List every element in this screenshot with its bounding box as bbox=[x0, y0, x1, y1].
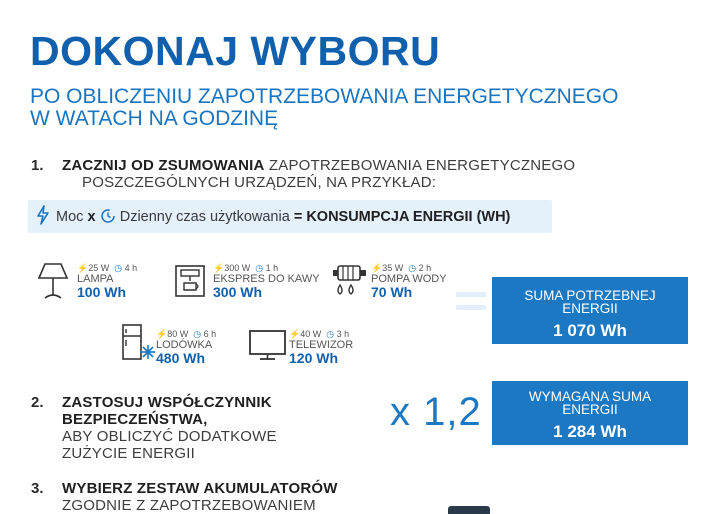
subtitle-line-1: PO OBLICZENIU ZAPOTRZEBOWANIA ENERGETYCZNEGO bbox=[30, 85, 619, 108]
device-value: 70 Wh bbox=[371, 284, 413, 300]
device-value: 100 Wh bbox=[77, 284, 127, 300]
required-value: 1 284 Wh bbox=[553, 422, 627, 441]
device-watts: 35 W bbox=[382, 263, 404, 273]
step-1-line-2: POSZCZEGÓLNYCH URZĄDZEŃ, NA PRZYKŁAD: bbox=[82, 174, 437, 191]
device-value: 300 Wh bbox=[213, 284, 263, 300]
required-label-1: WYMAGANA SUMA bbox=[528, 389, 652, 404]
step-3-bold: WYBIERZ ZESTAW AKUMULATORÓW bbox=[62, 480, 338, 497]
step-3-line-2: ZGODNIE Z ZAPOTRZEBOWANIEM bbox=[62, 497, 316, 514]
page-title: DOKONAJ WYBORU bbox=[30, 28, 441, 74]
device-name: TELEWIZOR bbox=[289, 339, 354, 351]
lamp-icon bbox=[36, 262, 70, 300]
step-3-text bbox=[62, 480, 338, 514]
safety-multiplier: x 1,2 bbox=[390, 390, 482, 434]
device-fridge: ⚡80 W ◷ 6 h LODÓWKA 480 Wh bbox=[156, 329, 217, 366]
device-watts: 80 W bbox=[167, 329, 189, 339]
step-2-bold-2: BEZPIECZEŃSTWA, bbox=[62, 411, 208, 428]
device-coffee-machine: ⚡300 W ◷ 1 h EKSPRES DO KAWY 300 Wh bbox=[213, 263, 320, 300]
battery-image-edge bbox=[448, 506, 490, 514]
step-2-bold-1: ZASTOSUJ WSPÓŁCZYNNIK bbox=[62, 394, 272, 411]
device-name: LODÓWKA bbox=[156, 339, 213, 351]
formula-result: KONSUMPCJA ENERGII (WH) bbox=[306, 209, 511, 225]
clock-refresh-icon bbox=[100, 208, 120, 225]
device-watts: 40 W bbox=[300, 329, 322, 339]
device-name: EKSPRES DO KAWY bbox=[213, 273, 320, 285]
sum-energy-box bbox=[492, 277, 688, 344]
subtitle-line-2: W WATACH NA GODZINĘ bbox=[30, 107, 279, 130]
water-pump-icon bbox=[330, 263, 368, 299]
fridge-icon bbox=[120, 323, 156, 363]
sum-label-2: ENERGII bbox=[562, 301, 618, 316]
step-1-number: 1. bbox=[31, 157, 44, 174]
step-2-number: 2. bbox=[31, 394, 44, 411]
device-value: 480 Wh bbox=[156, 350, 206, 366]
formula-text bbox=[56, 208, 510, 225]
formula-times: x bbox=[87, 209, 96, 225]
step-2-text bbox=[62, 394, 277, 462]
device-tv: ⚡40 W ◷ 3 h TELEWIZOR 120 Wh bbox=[289, 329, 354, 366]
required-label-2: ENERGII bbox=[562, 402, 618, 417]
device-name: LAMPA bbox=[77, 273, 114, 285]
step-1-text bbox=[62, 157, 575, 191]
step-1-bold: ZACZNIJ OD ZSUMOWANIA bbox=[62, 157, 265, 174]
lightning-icon bbox=[36, 205, 50, 225]
tv-icon bbox=[248, 329, 288, 361]
formula-time: Dzienny czas użytkowania bbox=[119, 209, 290, 225]
step-2-line-3: ABY OBLICZYĆ DODATKOWE bbox=[62, 428, 277, 445]
step-2-line-4: ZUŻYCIE ENERGII bbox=[62, 445, 196, 462]
device-hours: 3 h bbox=[336, 329, 350, 339]
step-3-number: 3. bbox=[31, 480, 44, 497]
required-energy-box bbox=[492, 381, 688, 445]
sum-value: 1 070 Wh bbox=[553, 321, 627, 340]
device-hours: 4 h bbox=[124, 263, 138, 273]
device-value: 120 Wh bbox=[289, 350, 339, 366]
device-watts: 300 W bbox=[224, 263, 251, 273]
device-water-pump: ⚡35 W ◷ 2 h POMPA WODY 70 Wh bbox=[371, 263, 447, 300]
device-name: POMPA WODY bbox=[371, 273, 447, 285]
device-hours: 2 h bbox=[418, 263, 432, 273]
formula-equals: = bbox=[293, 209, 303, 225]
device-lamp: ⚡25 W ◷ 4 h LAMPA 100 Wh bbox=[77, 263, 138, 300]
device-watts: 25 W bbox=[88, 263, 110, 273]
coffee-machine-icon bbox=[173, 264, 207, 298]
formula-power: Moc bbox=[56, 209, 84, 225]
device-hours: 1 h bbox=[265, 263, 279, 273]
step-1-rest: ZAPOTRZEBOWANIA ENERGETYCZNEGO bbox=[264, 157, 576, 174]
equals-sign bbox=[456, 292, 486, 318]
device-hours: 6 h bbox=[203, 329, 217, 339]
sum-label-1: SUMA POTRZEBNEJ bbox=[524, 288, 656, 303]
page-subtitle bbox=[30, 86, 618, 130]
